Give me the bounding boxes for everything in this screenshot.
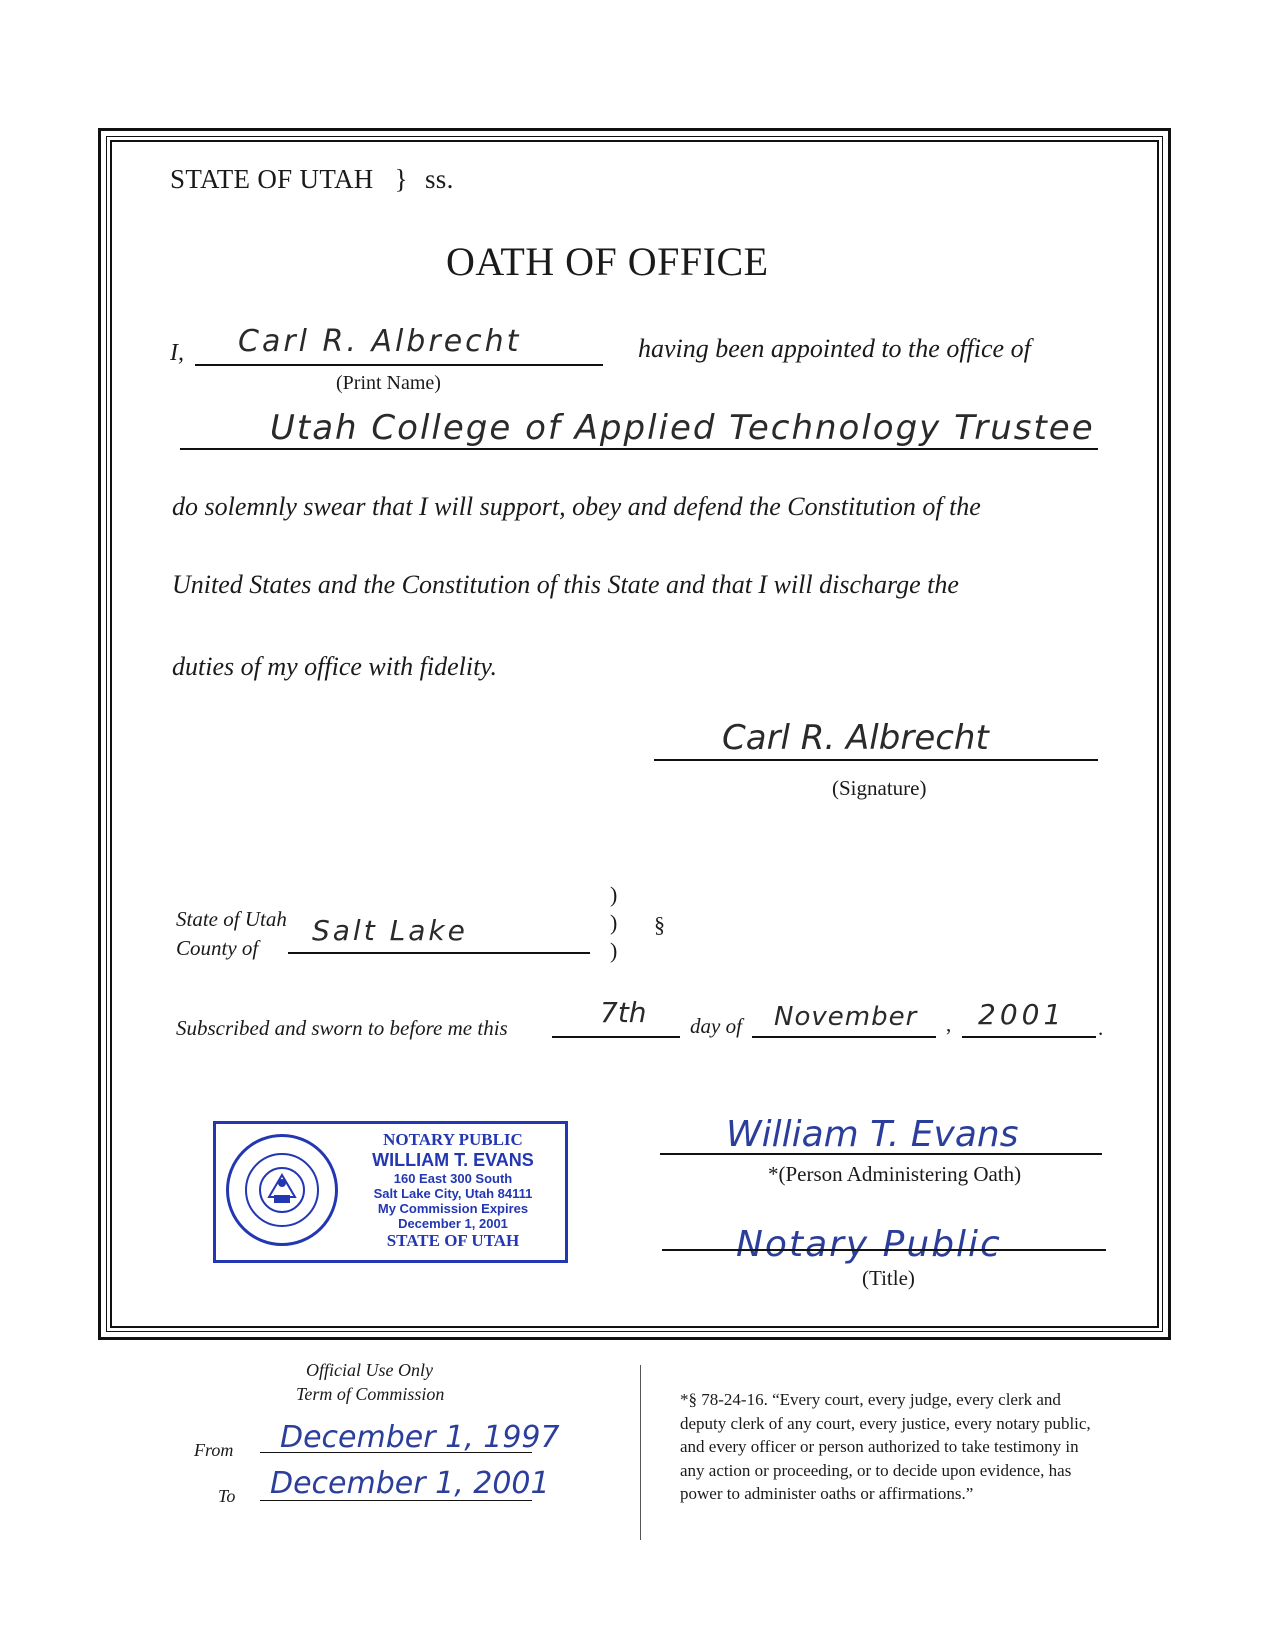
brace: }	[394, 164, 408, 194]
ss-abbrev: ss.	[424, 164, 454, 194]
month-value: November	[774, 1002, 918, 1032]
stamp-line-7: STATE OF UTAH	[386, 1231, 520, 1250]
footnote-line-4: any action or proceeding, or to decide upon evidence, has	[680, 1460, 1072, 1480]
person-administering-label: *(Person Administering Oath)	[768, 1162, 1022, 1186]
stamp-line-6: December 1, 2001	[398, 1216, 508, 1231]
paren-3: )	[610, 938, 618, 963]
state-name: STATE OF UTAH	[170, 164, 374, 194]
title-label: (Title)	[862, 1266, 915, 1290]
subscribed-prefix: Subscribed and sworn to before me this	[176, 1016, 508, 1040]
from-value: December 1, 1997	[280, 1420, 560, 1455]
appointed-text: having been appointed to the office of	[638, 334, 1031, 363]
stamp-line-2: WILLIAM T. EVANS	[372, 1150, 534, 1170]
statute-footnote	[680, 1388, 1091, 1506]
footnote-line-1: *§ 78-24-16. “Every court, every judge, every clerk and	[680, 1390, 1061, 1409]
year-line	[962, 1036, 1096, 1038]
stamp-line-1: NOTARY PUBLIC	[383, 1130, 523, 1149]
notary-stamp	[213, 1121, 568, 1263]
footer-divider	[640, 1365, 641, 1540]
print-name-label: (Print Name)	[336, 372, 441, 394]
from-label: From	[194, 1440, 234, 1460]
administering-line	[660, 1153, 1102, 1155]
day-of-label: day of	[690, 1014, 742, 1038]
office-value: Utah College of Applied Technology Trustee	[270, 408, 1095, 448]
page-title: OATH OF OFFICE	[446, 239, 769, 284]
i-prefix: I,	[170, 340, 184, 366]
from-line	[260, 1452, 532, 1453]
oath-line-3: duties of my office with fidelity.	[172, 652, 497, 681]
venue-state-label: State of Utah	[176, 907, 287, 931]
administering-signature: William T. Evans	[726, 1114, 1019, 1155]
footnote-line-2: deputy clerk of any court, every justice, every notary public,	[680, 1413, 1091, 1433]
title-line	[662, 1249, 1106, 1251]
section-symbol: §	[654, 912, 665, 937]
to-line	[260, 1500, 532, 1501]
year-value: 2001	[978, 998, 1066, 1031]
footnote-line-3: and every officer or person authorized to take testimony in	[680, 1437, 1079, 1456]
official-use-heading: Official Use Only	[306, 1360, 433, 1380]
print-name-line	[195, 364, 603, 366]
stamp-line-5: My Commission Expires	[377, 1201, 529, 1216]
signature-line	[654, 759, 1098, 761]
stamp-line-3: 160 East 300 South	[393, 1171, 513, 1186]
state-seal-icon	[226, 1134, 338, 1246]
signature-label: (Signature)	[832, 776, 927, 800]
month-line	[752, 1036, 936, 1038]
paren-1: )	[610, 882, 618, 907]
print-name-value: Carl R. Albrecht	[238, 324, 522, 359]
day-line	[552, 1036, 680, 1038]
to-label: To	[218, 1486, 236, 1506]
oath-line-1: do solemnly swear that I will support, obey and defend the Constitution of the	[172, 492, 981, 521]
county-line	[288, 952, 590, 954]
county-value: Salt Lake	[312, 914, 468, 947]
venue-county-label: County of	[176, 936, 259, 960]
to-value: December 1, 2001	[270, 1466, 550, 1501]
day-value: 7th	[600, 996, 647, 1029]
footnote-line-5: power to administer oaths or affirmations.”	[680, 1484, 974, 1503]
stamp-text-block	[342, 1130, 564, 1251]
state-heading	[170, 164, 454, 195]
oath-line-2: United States and the Constitution of this State and that I will discharge the	[172, 570, 959, 599]
signature-value: Carl R. Albrecht	[722, 718, 989, 758]
date-period: .	[1098, 1016, 1104, 1040]
date-comma: ,	[946, 1012, 952, 1036]
title-value: Notary Public	[736, 1224, 1002, 1265]
seal-emblem-icon	[229, 1137, 335, 1243]
office-line	[180, 448, 1098, 450]
paren-2: )	[610, 910, 618, 935]
term-heading: Term of Commission	[296, 1384, 445, 1404]
stamp-line-4: Salt Lake City, Utah 84111	[373, 1186, 533, 1201]
